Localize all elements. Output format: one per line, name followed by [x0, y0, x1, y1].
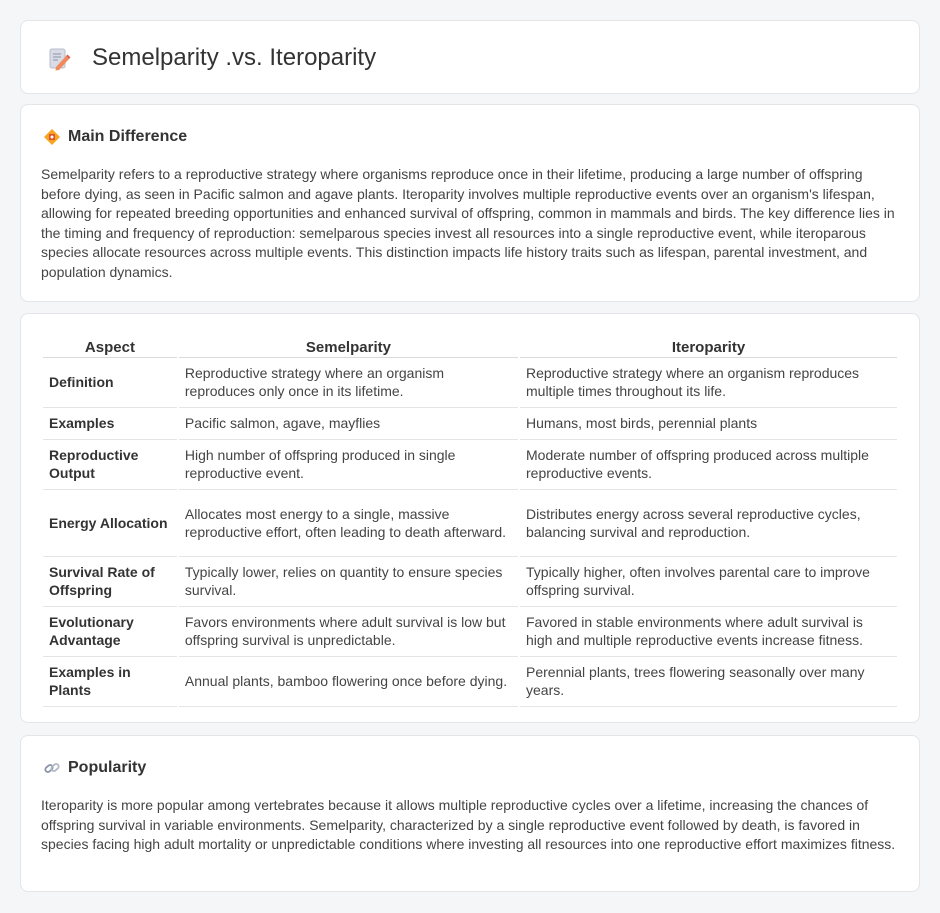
main-difference-card — [20, 104, 920, 302]
document-pencil-icon — [47, 47, 71, 71]
row-semelparity: Typically lower, relies on quantity to ensure species survival. — [179, 557, 518, 607]
table-row — [43, 657, 897, 707]
row-semelparity: Pacific salmon, agave, mayflies — [179, 408, 518, 440]
table-row — [43, 408, 897, 440]
comparison-table — [41, 336, 899, 707]
row-iteroparity: Perennial plants, trees flowering seasonally over many years. — [520, 657, 897, 707]
column-header-iteroparity: Iteroparity — [520, 336, 897, 358]
table-row — [43, 557, 897, 607]
row-iteroparity: Moderate number of offspring produced across multiple reproductive events. — [520, 440, 897, 490]
popularity-heading: Popularity — [68, 759, 147, 776]
popularity-card — [20, 735, 920, 892]
row-semelparity: Reproductive strategy where an organism reproduces only once in its lifetime. — [179, 358, 518, 408]
popularity-text: Iteroparity is more popular among vertebrates because it allows multiple reproductive cycles over a lifetime, increasing the chances of offspring survival in variable environments. Semelparity, characterized by a single reproductive event followed by death, is favored in species facing high adult mortality or unpredictable conditions where investing all resources into one reproductive effort maximizes fitness. — [41, 797, 896, 852]
comparison-table-card — [20, 313, 920, 723]
row-aspect: Energy Allocation — [43, 490, 177, 557]
row-semelparity: Annual plants, bamboo flowering once before dying. — [179, 657, 518, 707]
row-aspect: Examples in Plants — [43, 657, 177, 707]
table-row — [43, 490, 897, 557]
table-row — [43, 607, 897, 657]
row-semelparity: High number of offspring produced in single reproductive event. — [179, 440, 518, 490]
popularity-header — [43, 758, 146, 778]
page-title: Semelparity .vs. Iteroparity — [92, 44, 377, 71]
row-semelparity: Allocates most energy to a single, massive reproductive effort, often leading to death afterward. — [179, 490, 518, 557]
row-semelparity: Favors environments where adult survival is low but offspring survival is unpredictable. — [179, 607, 518, 657]
row-aspect: Evolutionary Advantage — [43, 607, 177, 657]
row-aspect: Reproductive Output — [43, 440, 177, 490]
header-card — [20, 20, 920, 94]
row-aspect: Survival Rate of Offspring — [43, 557, 177, 607]
diamond-icon — [43, 128, 61, 146]
main-difference-header — [43, 127, 187, 147]
table-header-row — [43, 336, 897, 358]
row-iteroparity: Reproductive strategy where an organism reproduces multiple times throughout its life. — [520, 358, 897, 408]
row-iteroparity: Distributes energy across several reproductive cycles, balancing survival and reproduction. — [520, 490, 897, 557]
column-header-aspect: Aspect — [43, 336, 177, 358]
main-difference-heading: Main Difference — [68, 128, 188, 145]
main-difference-text: Semelparity refers to a reproductive strategy where organisms reproduce once in their lifetime, producing a large number of offspring before dying, as seen in Pacific salmon and agave plants. Iteroparity involves multiple reproductive events over an organism's lifespan, allowing for repeated breeding opportunities and enhanced survival of offspring, common in mammals and birds. The key difference lies in the timing and frequency of reproduction: semelparous species invest all resources into a single reproductive event, while iteroparous species allocate resources across multiple events. This distinction impacts life history traits such as lifespan, parental investment, and population dynamics. — [41, 166, 895, 280]
table-row — [43, 440, 897, 490]
link-icon — [43, 759, 61, 777]
row-aspect: Definition — [43, 358, 177, 408]
row-iteroparity: Favored in stable environments where adult survival is high and multiple reproductive events increase fitness. — [520, 607, 897, 657]
row-iteroparity: Typically higher, often involves parental care to improve offspring survival. — [520, 557, 897, 607]
table-row — [43, 358, 897, 408]
row-iteroparity: Humans, most birds, perennial plants — [520, 408, 897, 440]
row-aspect: Examples — [43, 408, 177, 440]
column-header-semelparity: Semelparity — [179, 336, 518, 358]
